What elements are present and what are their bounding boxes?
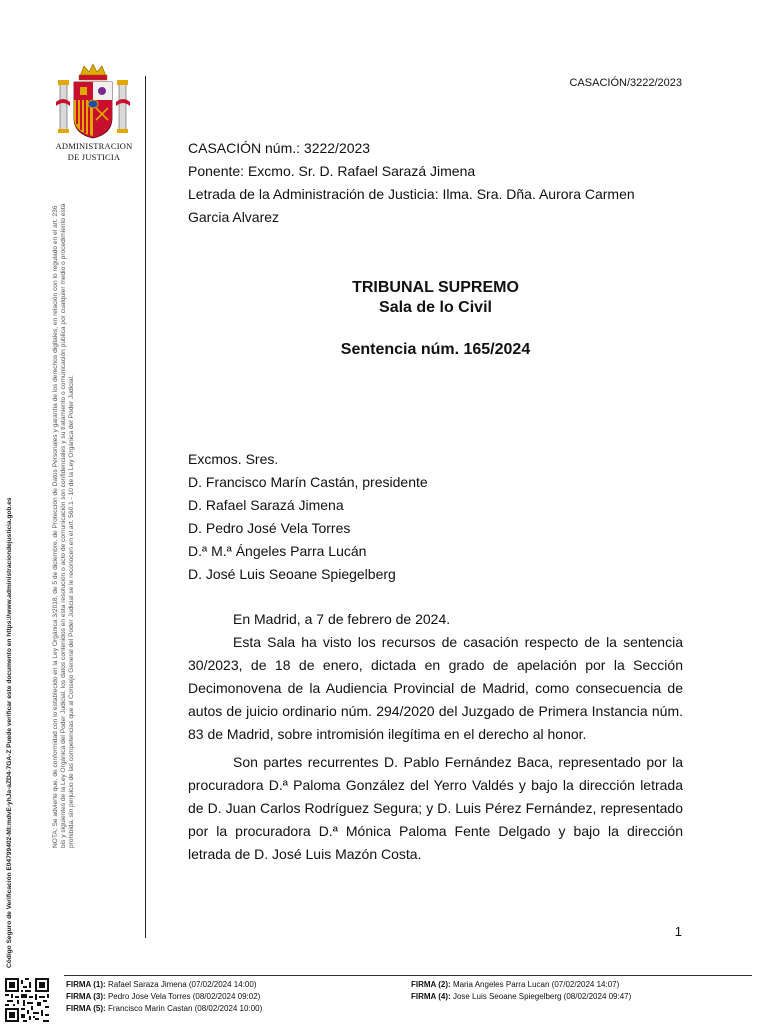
footer-divider bbox=[64, 975, 752, 976]
case-number: CASACIÓN núm.: 3222/2023 bbox=[188, 140, 371, 156]
signature-entry bbox=[411, 979, 619, 991]
case-ponente: Ponente: Excmo. Sr. D. Rafael Sarazá Jimena bbox=[188, 163, 476, 179]
organization-name-line2: DE JUSTICIA bbox=[67, 152, 121, 162]
judge-item: D. José Luis Seoane Spiegelberg bbox=[188, 566, 396, 582]
margin-divider bbox=[145, 76, 146, 938]
signature-label: FIRMA (1): bbox=[66, 980, 106, 989]
case-letrada-cont: Garcia Alvarez bbox=[188, 209, 280, 225]
signature-label: FIRMA (5): bbox=[66, 1004, 106, 1013]
side-note-line2: bis y siguientes de la Ley Orgánica del Poder Judicial, los datos contenidos en esta resolución o acto de comunicación son confidenciales y su tratamiento o comunicación pública por cualquier medio o procedimiento está bbox=[60, 203, 67, 848]
judge-item: D.ª M.ª Ángeles Parra Lucán bbox=[188, 543, 367, 559]
judges-list bbox=[188, 448, 683, 586]
body-paragraph: Esta Sala ha visto los recursos de casación respecto de la sentencia 30/2023, de 18 de enero, dictada en grado de apelación por la Sección Decimonovena de la Audiencia Provincial de Madrid, como consecuencia de autos de juicio ordinario núm. 294/2020 del Juzgado de Primera Instancia núm. 83 de Madrid, sobre intromisión ilegítima en el derecho al honor. bbox=[188, 634, 683, 742]
court-titles bbox=[188, 278, 683, 318]
case-letrada: Letrada de la Administración de Justicia: Ilma. Sra. Dña. Aurora Carmen bbox=[188, 186, 635, 202]
signature-value: Rafael Saraza Jimena (07/02/2024 14:00) bbox=[107, 980, 257, 989]
judge-item: D. Rafael Sarazá Jimena bbox=[188, 497, 344, 513]
sentence-title: Sentencia núm. 165/2024 bbox=[340, 341, 531, 358]
page-number: 1 bbox=[674, 924, 682, 939]
signature-entry bbox=[66, 991, 260, 1003]
signature-entry bbox=[411, 991, 631, 1003]
document-reference: CASACIÓN/3222/2023 bbox=[569, 77, 682, 89]
verification-code: Código Seguro de Verificación E04799402-MI:mdvE-yhJa-aZD4-7GA-Z Puede verificar este documento en https://www.administraciondejusticia.gob.es bbox=[6, 497, 13, 968]
date-paragraph: En Madrid, a 7 de febrero de 2024. bbox=[233, 611, 451, 627]
case-header bbox=[188, 137, 683, 229]
signature-value: Francisco Marin Castan (08/02/2024 10:00) bbox=[107, 1004, 263, 1013]
qr-code-icon bbox=[5, 978, 49, 1022]
court-name: TRIBUNAL SUPREMO bbox=[352, 279, 519, 296]
judge-item: D. Pedro José Vela Torres bbox=[188, 520, 351, 536]
judges-heading: Excmos. Sres. bbox=[188, 451, 279, 467]
coat-of-arms-icon bbox=[56, 62, 130, 144]
side-note-line3: prohibida, sin perjuicio de las competencias que al Consejo General del Poder Judicial se le reconocen en el art. 560.1 - 10 de la Ley Orgánica del Poder Judicial. bbox=[68, 375, 75, 848]
organization-name bbox=[54, 141, 134, 163]
judge-item: D. Francisco Marín Castán, presidente bbox=[188, 474, 428, 490]
signature-label: FIRMA (4): bbox=[411, 992, 451, 1001]
body-paragraph: Son partes recurrentes D. Pablo Fernández Baca, representado por la procuradora D.ª Paloma González del Yerro Valdés y bajo la dirección letrada de D. Juan Carlos Rodríguez Segura; y D. Luis Pérez Fernández, representado por la procuradora D.ª Mónica Paloma Fente Delgado y bajo la dirección letrada de D. José Luis Mazón Costa. bbox=[188, 754, 683, 862]
signature-value: Maria Angeles Parra Lucan (07/02/2024 14:07) bbox=[452, 980, 620, 989]
organization-name-line1: ADMINISTRACION bbox=[55, 141, 133, 151]
signature-entry bbox=[66, 1003, 262, 1015]
side-note-line1: NOTA: Se advierte que, de conformidad con lo establecido en la Ley Orgánica 3/2018, de 5 de diciembre, de Protección de Datos Personales y garantía de los derechos digitales, en relación con lo regulado en el art. 236 bbox=[52, 205, 59, 848]
signature-entry bbox=[66, 979, 256, 991]
signature-label: FIRMA (3): bbox=[66, 992, 106, 1001]
chamber-name: Sala de lo Civil bbox=[379, 299, 492, 316]
signature-value: Jose Luis Seoane Spiegelberg (08/02/2024 09:47) bbox=[452, 992, 632, 1001]
signature-value: Pedro Jose Vela Torres (08/02/2024 09:02) bbox=[107, 992, 261, 1001]
signature-label: FIRMA (2): bbox=[411, 980, 451, 989]
